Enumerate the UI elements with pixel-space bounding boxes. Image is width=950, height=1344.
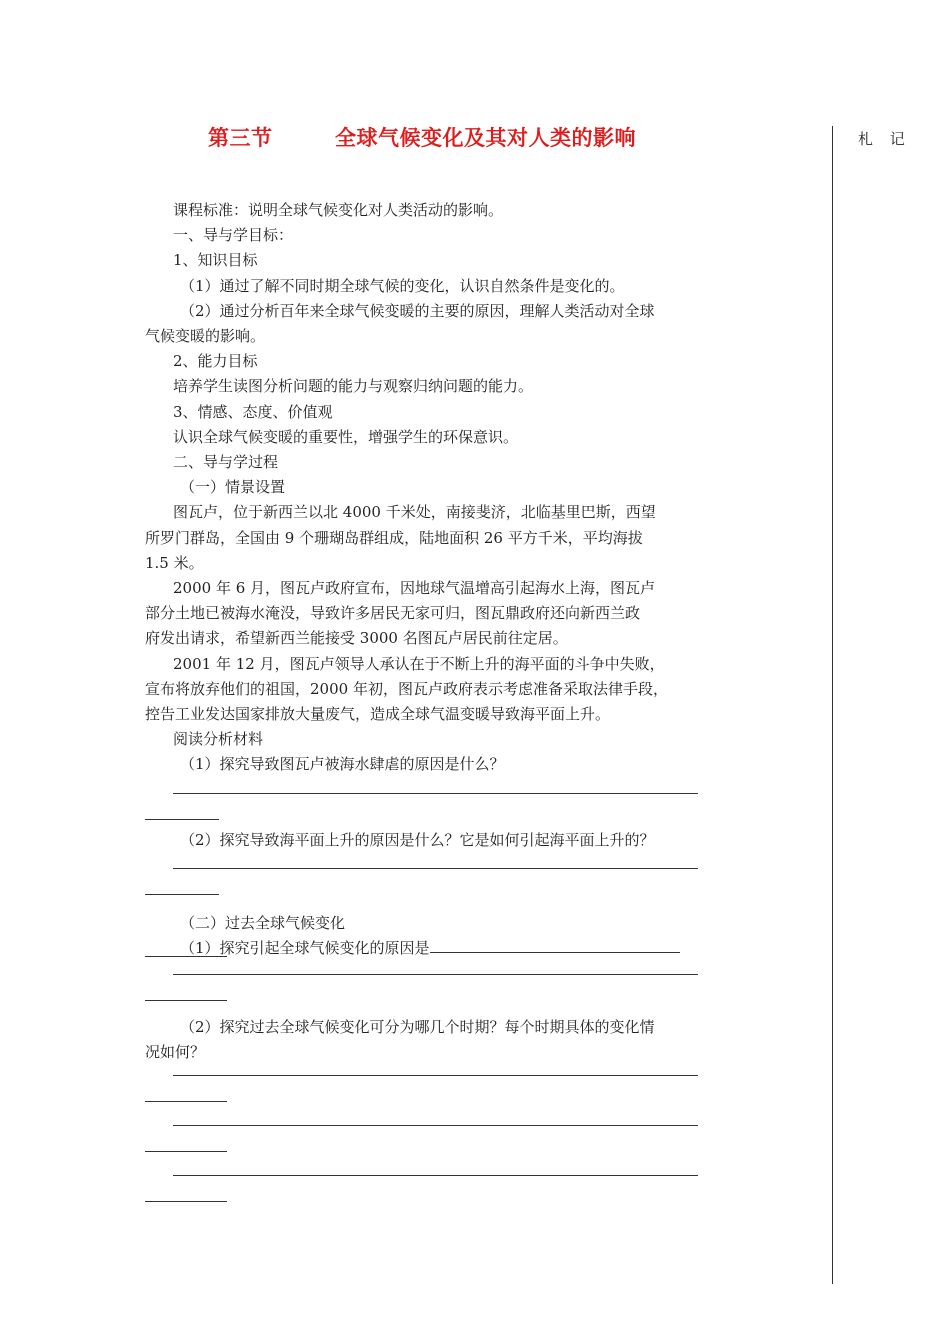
- scenario-para-2-line-1: 2000 年 6 月，图瓦卢政府宣布，因地球气温增高引起海水上海，图瓦卢: [173, 579, 656, 598]
- knowledge-item-2: （2）通过分析百年来全球气候变暖的主要的原因，理解人类活动对全球: [180, 301, 655, 320]
- scenario-para-3-line-1: 2001 年 12 月，图瓦卢领导人承认在于不断上升的海平面的斗争中失败，: [173, 654, 665, 673]
- knowledge-item-1: （1）通过了解不同时期全球气候的变化，认识自然条件是变化的。: [180, 276, 625, 295]
- scenario-para-1-line-1: 图瓦卢，位于新西兰以北 4000 千米处，南接斐济，北临基里巴斯，西望: [173, 503, 656, 522]
- course-standard: 课程标准：说明全球气候变化对人类活动的影响。: [173, 201, 504, 219]
- question-4: （2）探究过去全球气候变化可分为哪几个时期？每个时期具体的变化情: [180, 1018, 655, 1037]
- answer-blank-q4-3[interactable]: [145, 1166, 711, 1216]
- subsection-scenario: （一）情景设置: [180, 478, 286, 497]
- subheading-knowledge: 1、知识目标: [173, 251, 258, 270]
- question-3-text: （1）探究引起全球气候变化的原因是: [180, 939, 430, 958]
- question-2: （2）探究导致海平面上升的原因是什么？它是如何引起海平面上升的？: [180, 830, 655, 849]
- question-4-cont: 况如何？: [145, 1043, 206, 1062]
- page-title: 第三节 全球气候变化及其对人类的影响: [208, 126, 636, 150]
- answer-blank-q1[interactable]: [145, 778, 711, 828]
- answer-blank-q3[interactable]: [145, 969, 711, 1015]
- answer-blank-q4-1[interactable]: [145, 1066, 711, 1116]
- scenario-para-3-line-2: 宣布将放弃他们的祖国，2000 年初，图瓦卢政府表示考虑准备采取法律手段，: [145, 679, 668, 698]
- reading-heading: 阅读分析材料: [173, 730, 264, 749]
- scenario-para-2-line-2: 部分土地已被海水淹没，导致许多居民无家可归，图瓦鼎政府还向新西兰政: [145, 604, 641, 623]
- scenario-para-2-line-3: 府发出请求，希望新西兰能接受 3000 名图瓦卢居民前往定居。: [145, 629, 568, 648]
- knowledge-item-2-cont: 气候变暖的影响。: [145, 327, 266, 346]
- answer-blank-q4-2[interactable]: [145, 1116, 711, 1166]
- attitude-item: 认识全球气候变暖的重要性，增强学生的环保意识。: [173, 427, 519, 446]
- answer-blank-q2[interactable]: [145, 853, 711, 903]
- subheading-attitude: 3、情感、态度、价值观: [173, 402, 333, 421]
- scenario-para-1-line-3: 1.5 米。: [145, 553, 204, 572]
- margin-divider: [832, 126, 833, 1284]
- subsection-past-climate: （二）过去全球气候变化: [180, 913, 346, 932]
- scenario-para-1-line-2: 所罗门群岛，全国由 9 个珊瑚岛群组成，陆地面积 26 平方千米，平均海拔: [145, 528, 643, 547]
- scenario-para-3-line-3: 控告工业发达国家排放大量废气，造成全球气温变暖导致海平面上升。: [145, 705, 611, 724]
- document-body: [145, 198, 711, 1216]
- subheading-ability: 2、能力目标: [173, 352, 258, 371]
- section-heading-process: 二、导与学过程: [173, 453, 279, 472]
- answer-blank-q3-inline[interactable]: [430, 937, 680, 953]
- ability-item: 培养学生读图分析问题的能力与观察归纳问题的能力。: [173, 377, 534, 396]
- question-3: [145, 936, 711, 961]
- notes-margin-label: 札 记: [858, 130, 911, 148]
- question-1: （1）探究导致图瓦卢被海水肆虐的原因是什么？: [180, 755, 505, 774]
- section-heading-goals: 一、导与学目标：: [173, 226, 294, 245]
